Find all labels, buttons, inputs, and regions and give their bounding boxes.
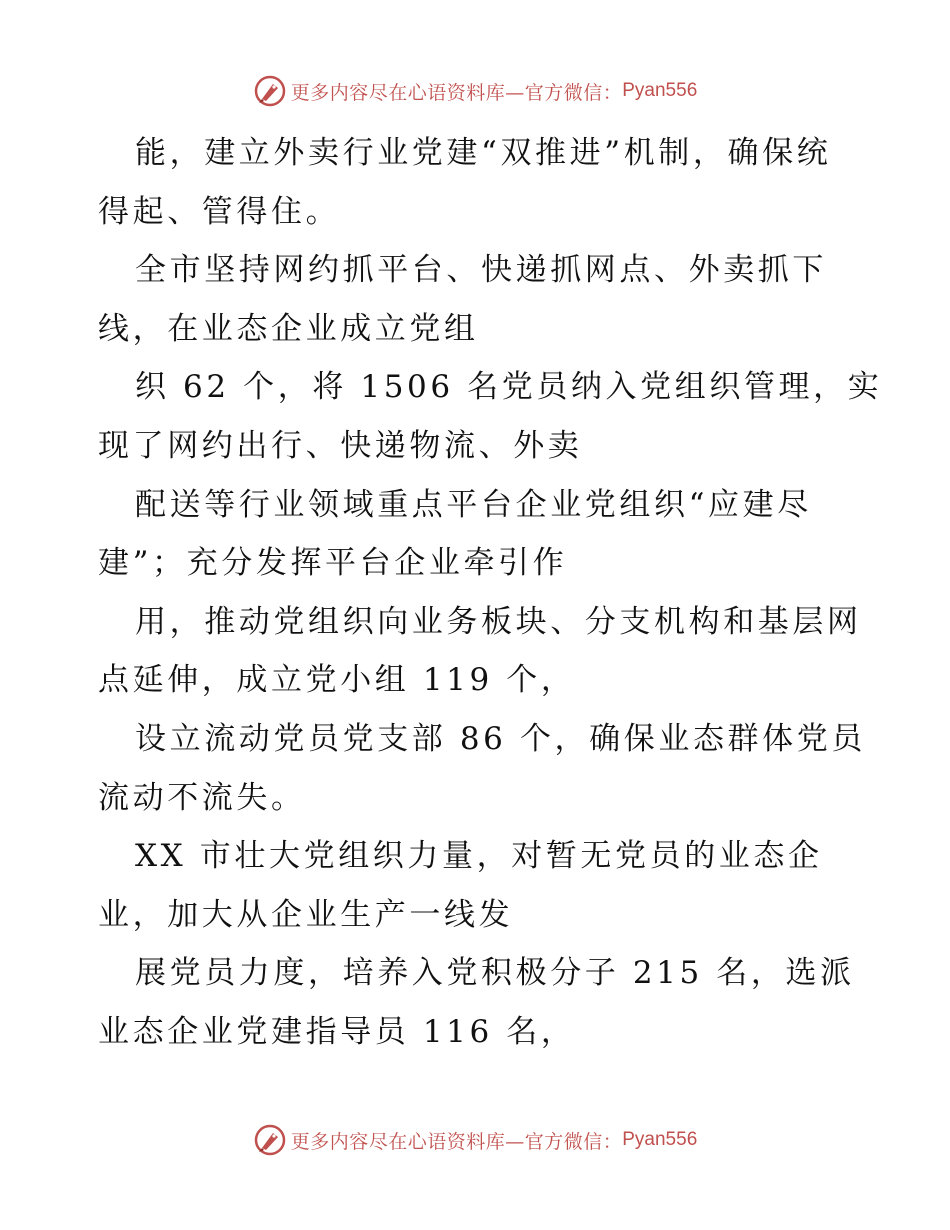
banner-wechat-id: Pyan556 <box>622 80 698 101</box>
text-line: 能，建立外卖行业党建“双推进”机制，确保统 <box>135 135 832 171</box>
text-line: 得起、管得住。 <box>98 193 341 230</box>
banner-text: 更多内容尽在心语资料库—官方微信： <box>290 81 623 104</box>
text-line: 业态企业党建指导员 116 名， <box>98 1013 576 1050</box>
text-line: 流动不流失。 <box>98 779 306 816</box>
text-line: XX 市壮大党组织力量，对暂无党员的业态企 <box>135 838 823 875</box>
text-line: 业，加大从企业生产一线发 <box>98 896 514 933</box>
pen-nib-logo-icon <box>253 1123 287 1157</box>
text-line: 点延伸，成立党小组 119 个， <box>98 662 576 699</box>
text-line: 线，在业态企业成立党组 <box>98 310 479 347</box>
pen-nib-logo-icon <box>253 74 287 108</box>
document-body <box>98 124 883 1062</box>
text-line: 配送等行业领域重点平台企业党组织“应建尽 <box>135 486 812 523</box>
banner-wechat-id: Pyan556 <box>622 1129 698 1150</box>
text-line: 建”；充分发挥平台企业牵引作 <box>98 545 568 582</box>
text-line: 设立流动党员党支部 86 个，确保业态群体党员 <box>135 720 866 757</box>
text-line: 织 62 个，将 1506 名党员纳入党组织管理，实 <box>135 369 883 406</box>
text-line: 全市坚持网约抓平台、快递抓网点、外卖抓下 <box>135 252 827 289</box>
text-line: 现了网约出行、快递物流、外卖 <box>98 427 583 464</box>
text-line: 展党员力度，培养入党积极分子 215 名，选派 <box>135 955 855 992</box>
text-line: 用，推动党组织向业务板块、分支机构和基层网 <box>135 603 862 640</box>
banner-text: 更多内容尽在心语资料库—官方微信： <box>290 1130 623 1153</box>
header-banner <box>0 71 950 111</box>
footer-banner <box>0 1120 950 1160</box>
